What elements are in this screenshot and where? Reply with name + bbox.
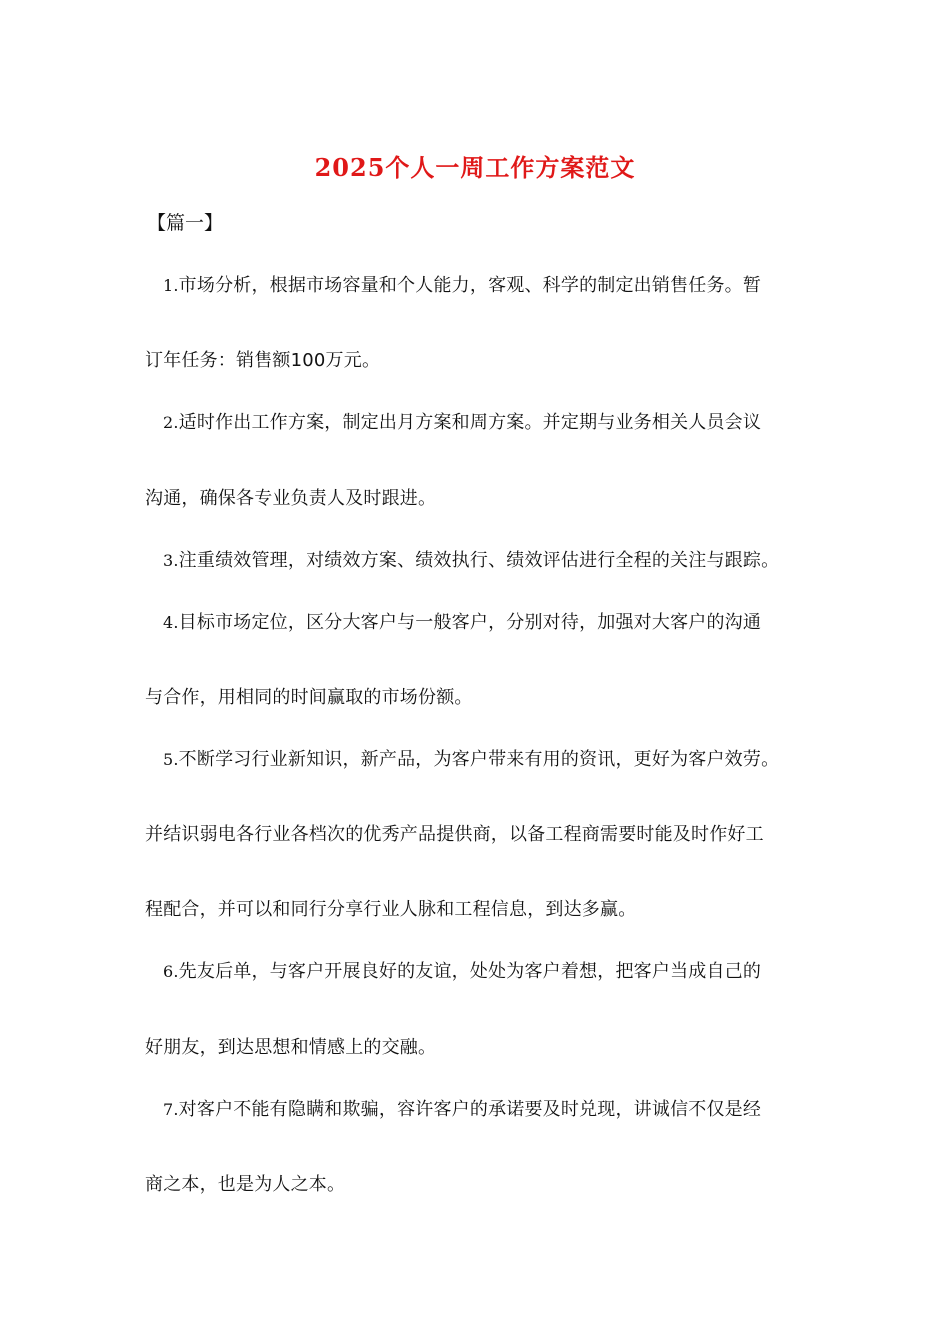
line-text: 沟通，确保各专业负责人及时跟进。 [145, 488, 437, 509]
section-label: 【篇一】 [147, 212, 224, 234]
line-text: 订年任务：销售额100万元。 [145, 350, 381, 371]
line-text: 市场分析，根据市场容量和个人能力，客观、科学的制定出销售任务。暂 [178, 275, 762, 296]
item-number: 4. [163, 613, 179, 632]
item-number: 1. [163, 276, 179, 295]
line-text: 与合作，用相同的时间赢取的市场份额。 [145, 687, 473, 708]
line-text: 不断学习行业新知识，新产品，为客户带来有用的资讯，更好为客户效劳。 [178, 749, 780, 770]
line-text: 好朋友，到达思想和情感上的交融。 [145, 1037, 437, 1058]
paragraph-line [163, 608, 828, 638]
line-text: 注重绩效管理，对绩效方案、绩效执行、绩效评估进行全程的关注与跟踪。 [178, 550, 780, 571]
paragraph-line [145, 820, 810, 850]
paragraph-line [163, 271, 828, 301]
paragraph-line [163, 408, 828, 438]
item-number: 2. [163, 413, 179, 432]
line-text: 商之本，也是为人之本。 [145, 1174, 346, 1195]
item-number: 5. [163, 750, 179, 769]
line-text: 并结识弱电各行业各档次的优秀产品提供商，以备工程商需要时能及时作好工 [145, 824, 764, 845]
line-text: 适时作出工作方案，制定出月方案和周方案。并定期与业务相关人员会议 [178, 412, 762, 433]
paragraph-line [163, 957, 828, 987]
paragraph-line [145, 484, 810, 514]
line-text: 程配合，并可以和同行分享行业人脉和工程信息，到达多赢。 [145, 899, 637, 920]
paragraph-line [145, 683, 810, 713]
paragraph-line [163, 546, 828, 576]
paragraph-line [145, 346, 810, 376]
document-title: 2025个人一周工作方案范文 [314, 153, 636, 182]
paragraph-line [163, 745, 828, 775]
paragraph-line [145, 1170, 810, 1200]
item-number: 3. [163, 551, 179, 570]
paragraph-line [145, 895, 810, 925]
paragraph-line [145, 1033, 810, 1063]
line-text: 对客户不能有隐瞒和欺骗，容许客户的承诺要及时兑现，讲诚信不仅是经 [178, 1099, 762, 1120]
line-text: 目标市场定位，区分大客户与一般客户，分别对待，加强对大客户的沟通 [178, 612, 762, 633]
line-text: 先友后单，与客户开展良好的友谊，处处为客户着想，把客户当成自己的 [178, 961, 762, 982]
item-number: 6. [163, 962, 179, 981]
paragraph-line [163, 1095, 828, 1125]
item-number: 7. [163, 1100, 179, 1119]
